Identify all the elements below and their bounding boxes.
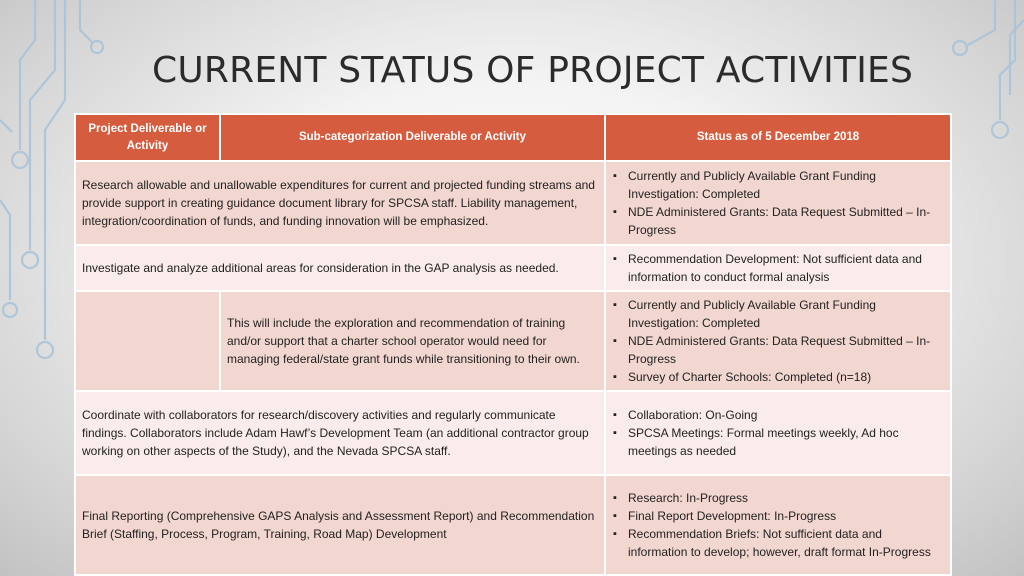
status-item: ▪ Currently and Publicly Available Grant Funding Investigation: Completed	[628, 296, 944, 332]
subcategory-cell: This will include the exploration and recommendation of training and/or support that a charter school operator would need for managing federal/state grant funds while transitioning to their own.	[220, 291, 605, 391]
header-status: Status as of 5 December 2018	[605, 114, 951, 161]
status-item: ▪ Recommendation Briefs: Not sufficient data and information to develop; however, draft format In-Progress	[628, 525, 944, 561]
status-cell	[605, 391, 951, 475]
status-cell	[605, 291, 951, 391]
deliverable-cell	[75, 291, 220, 391]
table-header-row	[75, 114, 951, 161]
status-item: ▪ Recommendation Development: Not sufficient data and information to conduct formal analysis	[628, 250, 944, 286]
status-item: ▪ Currently and Publicly Available Grant Funding Investigation: Completed	[628, 167, 944, 203]
deliverable-cell: Coordinate with collaborators for research/discovery activities and regularly communicate findings. Collaborators include Adam Hawf’s Development Team (an additional contractor group working on other aspects of the Study), and the Nevada SPCSA staff.	[75, 391, 605, 475]
table-row	[75, 161, 951, 245]
table-row	[75, 391, 951, 475]
deliverable-cell: Research allowable and unallowable expenditures for current and projected funding streams and provide support in creating guidance document library for SPCSA staff. Liability management, integration/coordination of funds, and funding innovation will be emphasized.	[75, 161, 605, 245]
table-row	[75, 245, 951, 291]
page-title: CURRENT STATUS OF PROJECT ACTIVITIES	[152, 50, 914, 91]
header-subcategorization: Sub-categorization Deliverable or Activity	[220, 114, 605, 161]
status-cell	[605, 161, 951, 245]
status-table	[74, 113, 952, 576]
status-item: ▪ NDE Administered Grants: Data Request Submitted – In-Progress	[628, 332, 944, 368]
status-item: ▪ Final Report Development: In-Progress	[628, 507, 944, 525]
status-item: ▪ Collaboration: On-Going	[628, 406, 944, 424]
status-cell	[605, 245, 951, 291]
status-item: ▪ NDE Administered Grants: Data Request Submitted – In-Progress	[628, 203, 944, 239]
header-deliverable: Project Deliverable or Activity	[75, 114, 220, 161]
table-row	[75, 475, 951, 575]
status-item: ▪ SPCSA Meetings: Formal meetings weekly, Ad hoc meetings as needed	[628, 424, 944, 460]
status-item: ▪ Survey of Charter Schools: Completed (n=18)	[628, 368, 944, 386]
status-item: ▪ Research: In-Progress	[628, 489, 944, 507]
deliverable-cell: Investigate and analyze additional areas for consideration in the GAP analysis as needed.	[75, 245, 605, 291]
deliverable-cell: Final Reporting (Comprehensive GAPS Analysis and Assessment Report) and Recommendation Brief (Staffing, Process, Program, Training, Road Map) Development	[75, 475, 605, 575]
table-row	[75, 291, 951, 391]
status-cell	[605, 475, 951, 575]
